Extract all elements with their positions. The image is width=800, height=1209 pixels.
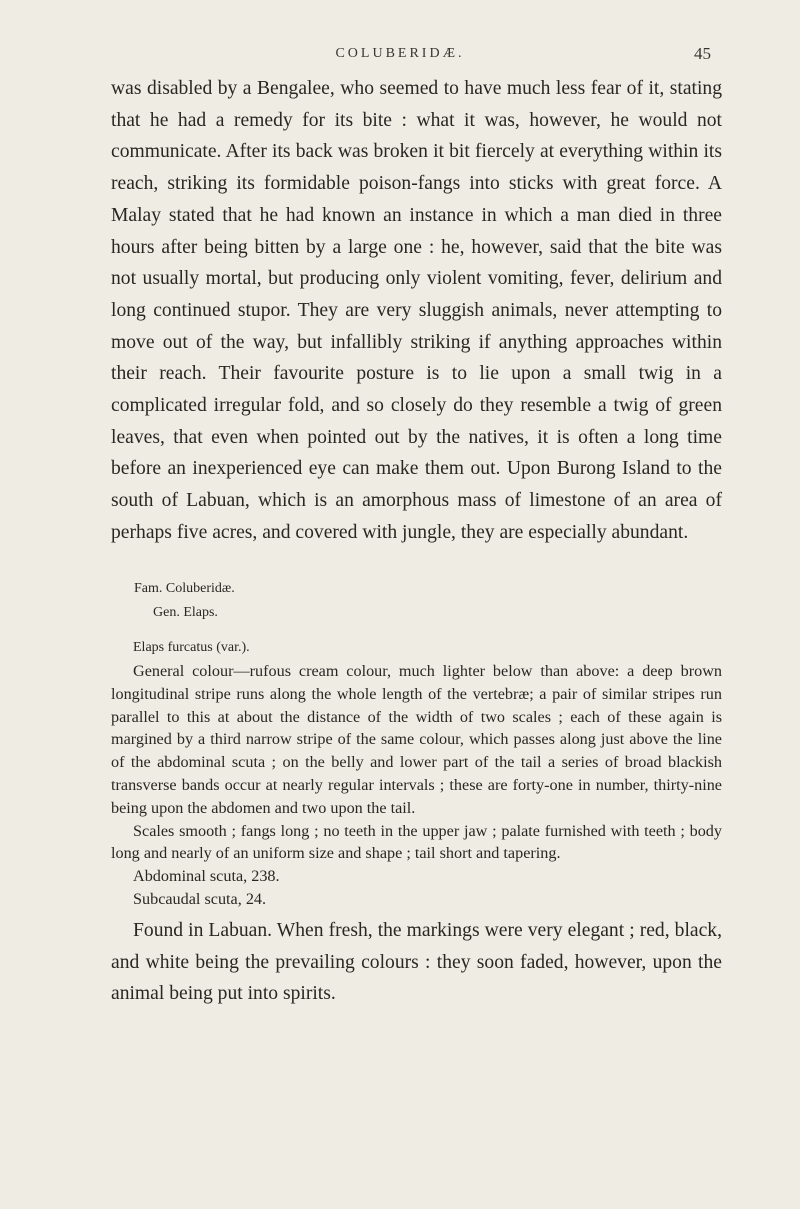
genus-heading: Gen. Elaps. bbox=[153, 605, 218, 620]
general-colour-text: General colour—rufous cream colour, much lighter below than above: a deep brown longitudinal stripe runs along the whole length of the vertebræ; a pair of similar stripes run parallel to this at about the distance of the width of two scales ; each of these again is margined by a third narrow stripe of the same colour, which passes along just above the line of the abdominal scuta ; on the belly and lower part of the tail a series of broad blackish transverse bands occur at nearly regular intervals ; these are forty-one in number, thirty-nine being upon the abdomen and two upon the tail. bbox=[111, 662, 722, 817]
page-number: 45 bbox=[694, 44, 711, 63]
family-heading: Fam. Coluberidæ. bbox=[134, 581, 235, 596]
species-heading: Elaps furcatus (var.). bbox=[133, 640, 250, 655]
abdominal-scuta-text: Abdominal scuta, 238. bbox=[133, 867, 280, 886]
paragraph-locality: Found in Labuan. When fresh, the markings were very elegant ; red, black, and white being the prevailing colours : they soon faded, however, upon the animal being put into spirits. bbox=[111, 920, 722, 1005]
running-title: COLUBERIDÆ. bbox=[335, 46, 465, 61]
species-description bbox=[111, 660, 722, 911]
running-header bbox=[0, 46, 800, 70]
scales-text: Scales smooth ; fangs long ; no teeth in the upper jaw ; palate furnished with teeth ; body long and nearly of an uniform size and shape ; tail short and tapering. bbox=[111, 821, 722, 863]
paragraph-continued: was disabled by a Bengalee, who seemed to have much less fear of it, stating that he had a remedy for its bite : what it was, however, he would not communicate. After its back was broken it bit fiercely at everything within its reach, striking its formidable poison-fangs into sticks with great force. A Malay stated that he had known an instance in which a man died in three hours after being bitten by a large one : he, however, said that the bite was not usually mortal, but producing only violent vomiting, fever, delirium and long continued stupor. They are very sluggish animals, never attempting to move out of the way, but infallibly striking if anything approaches within their reach. Their favourite posture is to lie upon a small twig in a complicated irregular fold, and so closely do they resemble a twig of green leaves, that even when pointed out by the natives, it is often a long time before an inexperienced eye can make them out. Upon Burong Island to the south of Labuan, which is an amorphous mass of limestone of an area of perhaps five acres, and covered with jungle, they are especially abundant. bbox=[111, 78, 722, 543]
subcaudal-scuta-text: Subcaudal scuta, 24. bbox=[133, 889, 267, 908]
